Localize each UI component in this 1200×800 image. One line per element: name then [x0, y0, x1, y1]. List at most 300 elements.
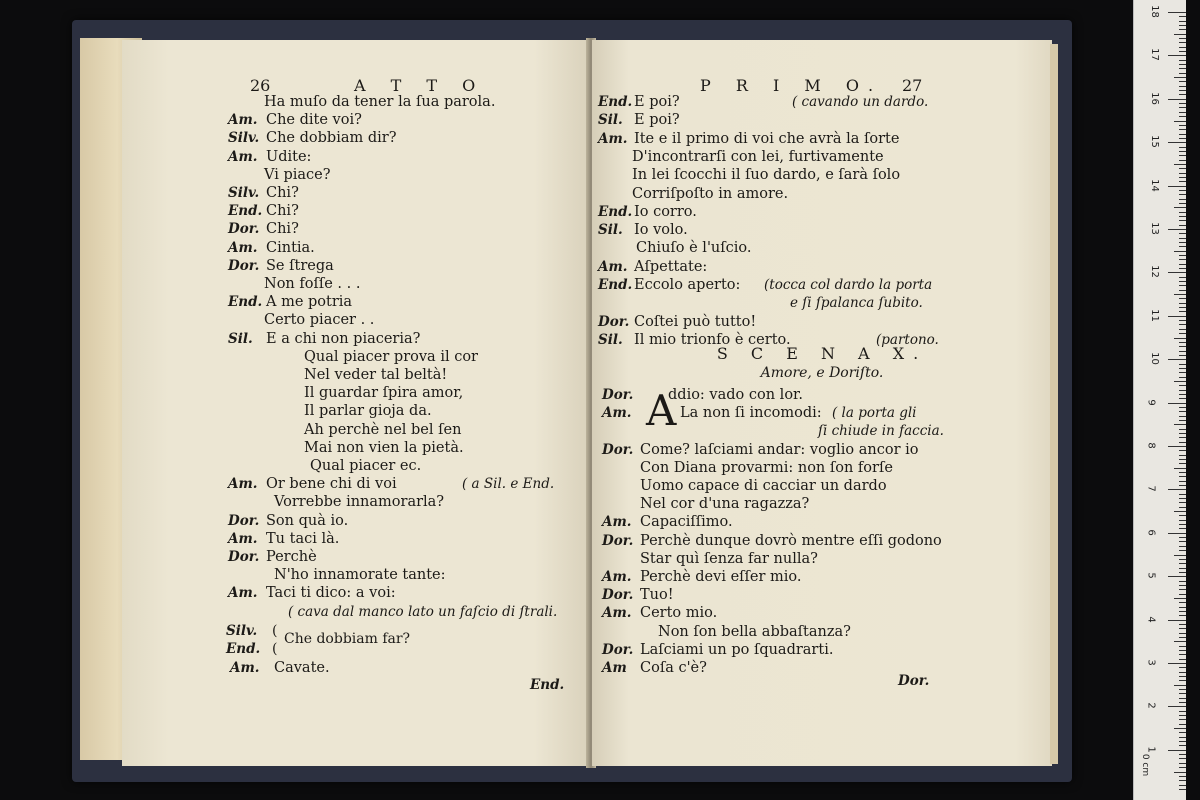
verse-text: Ah perchè nel bel ſen: [304, 421, 462, 438]
ruler-tick: [1179, 442, 1186, 443]
speaker-label: Am.: [602, 605, 632, 622]
ruler-number: 14: [1148, 178, 1160, 192]
speaker-label: Dor.: [228, 221, 260, 238]
ruler-tick: [1179, 524, 1186, 525]
ruler-tick: [1174, 598, 1186, 599]
ruler-tick: [1174, 468, 1186, 469]
ruler-tick: [1174, 164, 1186, 165]
ruler-tick: [1179, 364, 1186, 365]
speaker-label: Dor.: [228, 257, 260, 274]
verse-text: Non ſon bella abbaſtanza?: [658, 623, 851, 640]
text-line: [122, 94, 590, 112]
stage-direction: ( la porta gli: [832, 405, 917, 422]
ruler-tick: [1179, 624, 1186, 625]
ruler-tick: [1179, 290, 1186, 291]
ruler-tick: [1179, 407, 1186, 408]
verse-text: A me potria: [266, 294, 353, 311]
stage-direction: (partono.: [876, 331, 939, 348]
verse-text: Perchè devi eſſer mio.: [640, 569, 802, 585]
text-line: [122, 513, 590, 531]
ruler-tick: [1179, 81, 1186, 82]
speaker-label: Dor.: [602, 641, 634, 658]
ruler-tick: [1179, 637, 1186, 638]
ruler-tick: [1168, 489, 1186, 490]
ruler-tick: [1179, 112, 1186, 113]
verse-text: Vorrebbe innamorarla?: [274, 494, 445, 511]
ruler-tick: [1179, 476, 1186, 477]
verse-text: Con Diana provarmi: non ſon forſe: [640, 459, 893, 476]
text-line: [592, 569, 1052, 587]
text-line: [592, 167, 1052, 185]
ruler-tick: [1179, 745, 1186, 746]
ruler-tick: [1179, 311, 1186, 312]
ruler-tick: [1179, 125, 1186, 126]
ruler-tick: [1179, 268, 1186, 269]
verse-text: Perchè: [266, 549, 317, 565]
ruler-tick: [1174, 381, 1186, 382]
scene-title: S C E N A X.: [716, 344, 928, 363]
verse-text: In lei ſcocchi il ſuo dardo, e ſarà ſolo: [632, 167, 901, 184]
verse-text: Che dobbiam dir?: [266, 130, 397, 147]
text-line: [592, 149, 1052, 167]
verse-text: Udite:: [266, 148, 312, 165]
ruler-tick: [1179, 463, 1186, 464]
ruler-tick: [1168, 12, 1186, 13]
ruler-tick: [1179, 242, 1186, 243]
verse-text: Perchè dunque dovrò mentre eſſi godono: [640, 532, 942, 549]
ruler-tick: [1168, 403, 1186, 404]
ruler-tick: [1179, 494, 1186, 495]
ruler-tick: [1179, 411, 1186, 412]
speaker-label: Dor.: [598, 313, 630, 330]
verse-text: ddio: vado con lor.: [668, 387, 803, 403]
speaker-label: End.: [598, 203, 633, 220]
ruler-tick: [1179, 754, 1186, 755]
ruler-tick: [1174, 772, 1186, 773]
ruler-tick: [1179, 429, 1186, 430]
speaker-label: Dor.: [602, 587, 634, 604]
verse-text: Vi piace?: [264, 166, 331, 183]
speaker-label: Sil.: [598, 112, 623, 129]
ruler-tick: [1179, 702, 1186, 703]
ruler-tick: [1179, 654, 1186, 655]
ruler-tick: [1168, 620, 1186, 621]
ruler-tick: [1179, 737, 1186, 738]
ruler-number: 16: [1148, 91, 1160, 105]
ruler-tick: [1179, 160, 1186, 161]
stage-direction: ( a Sil. e End.: [462, 476, 555, 493]
ruler-tick: [1168, 316, 1186, 317]
ruler-tick: [1179, 559, 1186, 560]
ruler-number: 11: [1148, 308, 1160, 322]
ruler-tick: [1179, 116, 1186, 117]
ruler-number: 17: [1148, 48, 1160, 62]
ruler-tick: [1179, 420, 1186, 421]
ruler-tick: [1179, 628, 1186, 629]
ruler-tick: [1168, 576, 1186, 577]
text-line: [592, 587, 1052, 605]
ruler-tick: [1179, 173, 1186, 174]
text-line: [592, 624, 1052, 642]
ruler-tick: [1174, 555, 1186, 556]
speaker-label: Dor.: [602, 387, 634, 403]
page-edges-right: [1050, 44, 1058, 764]
ruler-tick: [1179, 155, 1186, 156]
text-line: [122, 531, 590, 549]
verse-text: Chiuſo è l'uſcio.: [636, 240, 752, 257]
ruler-number: 4: [1145, 615, 1157, 623]
joint-speaker-1: Silv.: [226, 623, 258, 639]
ruler-tick: [1179, 238, 1186, 239]
text-line: [122, 476, 590, 494]
text-line: [592, 186, 1052, 204]
ruler-tick: [1179, 377, 1186, 378]
ruler-tick: [1179, 459, 1186, 460]
ruler-tick: [1179, 285, 1186, 286]
stage-direction: ( cavando un dardo.: [792, 94, 929, 110]
ruler-tick: [1179, 689, 1186, 690]
joint-text: Che dobbiam far?: [284, 631, 411, 647]
ruler-tick: [1179, 47, 1186, 48]
text-line: [592, 240, 1052, 258]
text-line: [122, 258, 590, 276]
verse-text: Certo piacer . .: [264, 312, 375, 329]
ruler-tick: [1179, 741, 1186, 742]
stage-direction: ( cava dal manco lato un faſcio di ſtrali.: [288, 603, 558, 620]
ruler-tick: [1179, 502, 1186, 503]
ruler-tick: [1179, 277, 1186, 278]
ruler-tick: [1179, 60, 1186, 61]
verse-text: Qual piacer prova il cor: [304, 348, 478, 365]
verse-text: Come? laſciami andar: voglio ancor io: [640, 441, 919, 458]
ruler-tick: [1179, 372, 1186, 373]
text-line: [592, 259, 1052, 277]
speaker-label: End.: [228, 203, 263, 220]
verse-text: E poi?: [634, 94, 680, 110]
ruler-tick: [1179, 355, 1186, 356]
text-line: [592, 94, 1052, 112]
text-line: [122, 440, 590, 458]
right-page: [592, 40, 1052, 766]
left-last-line: Am. Cavate.: [230, 660, 330, 676]
text-line: [122, 458, 590, 476]
ruler-tick: [1174, 121, 1186, 122]
speaker-label: Silv.: [228, 130, 260, 147]
verse-text: La non ſi incomodi:: [680, 405, 822, 422]
speaker-label: Am.: [602, 514, 632, 531]
verse-text: Certo mio.: [640, 605, 718, 622]
text-line: [122, 276, 590, 294]
text-line: [592, 460, 1052, 478]
ruler-tick: [1168, 142, 1186, 143]
text-line: [592, 295, 1052, 313]
left-page: [122, 40, 590, 766]
ruler-tick: [1179, 324, 1186, 325]
ruler-tick: [1179, 715, 1186, 716]
ruler-tick: [1179, 711, 1186, 712]
ruler-tick: [1179, 138, 1186, 139]
ruler-tick: [1179, 64, 1186, 65]
speaker-label: End.: [228, 294, 263, 311]
speaker-label: Dor.: [228, 512, 260, 529]
ruler-tick: [1179, 29, 1186, 30]
ruler-tick: [1179, 450, 1186, 451]
speaker-label: Am.: [228, 112, 258, 129]
verse-text: Io volo.: [634, 222, 688, 239]
speaker-label: Dor.: [602, 441, 634, 458]
text-line: [122, 221, 590, 239]
verse-text: E a chi non piaceria?: [266, 330, 421, 347]
ruler-tick: [1179, 333, 1186, 334]
text-line: [592, 112, 1052, 130]
ruler-tick: [1179, 225, 1186, 226]
ruler-tick: [1179, 520, 1186, 521]
ruler-tick: [1179, 394, 1186, 395]
text-line: [122, 294, 590, 312]
verse-text: Tu taci là.: [266, 530, 340, 547]
ruler-tick: [1168, 229, 1186, 230]
ruler-tick: [1168, 272, 1186, 273]
ruler-tick: [1179, 147, 1186, 148]
ruler-tick: [1179, 515, 1186, 516]
ruler-tick: [1179, 594, 1186, 595]
ruler-tick: [1179, 73, 1186, 74]
ruler-tick: [1179, 42, 1186, 43]
verse-text: Aſpettate:: [634, 258, 708, 275]
ruler-tick: [1179, 94, 1186, 95]
ruler-tick: [1179, 585, 1186, 586]
ruler-tick: [1179, 342, 1186, 343]
ruler-tick: [1168, 359, 1186, 360]
ruler-tick: [1179, 455, 1186, 456]
verse-text: Uomo capace di cacciar un dardo: [640, 478, 887, 494]
speaker-label: Am.: [228, 476, 258, 493]
ruler-tick: [1179, 780, 1186, 781]
ruler-tick: [1174, 207, 1186, 208]
ruler-tick: [1179, 329, 1186, 330]
ruler-number: 2: [1145, 702, 1157, 710]
text-line: [122, 349, 590, 367]
speaker-label: Sil.: [598, 331, 623, 348]
ruler-tick: [1179, 433, 1186, 434]
ruler-tick: [1179, 199, 1186, 200]
ruler-tick: [1179, 220, 1186, 221]
ruler-tick: [1179, 615, 1186, 616]
ruler-tick: [1179, 298, 1186, 299]
text-line: [592, 496, 1052, 514]
text-line: [592, 551, 1052, 569]
ruler-tick: [1179, 151, 1186, 152]
ruler-tick: [1174, 34, 1186, 35]
verse-text: Tuo!: [640, 587, 674, 604]
ruler-tick: [1179, 51, 1186, 52]
verse-text: Chi?: [266, 221, 299, 238]
ruler-tick: [1179, 563, 1186, 564]
ruler-number: 9: [1145, 398, 1157, 406]
text-line: [592, 478, 1052, 496]
ruler-tick: [1179, 233, 1186, 234]
ruler-tick: [1179, 259, 1186, 260]
speaker-label: Sil.: [598, 222, 623, 239]
ruler-number: 8: [1145, 442, 1157, 449]
ruler-tick: [1179, 719, 1186, 720]
verse-text: N'ho innamorate tante:: [274, 567, 446, 584]
ruler-tick: [1179, 107, 1186, 108]
verse-text: Eccolo aperto:: [634, 277, 741, 293]
ruler-tick: [1179, 550, 1186, 551]
ruler-tick: [1168, 663, 1186, 664]
speaker-label: Am.: [228, 530, 258, 547]
verse-text: Chi?: [266, 185, 299, 201]
speaker-label: Sil.: [228, 330, 253, 347]
ruler-tick: [1179, 572, 1186, 573]
text-line: [592, 533, 1052, 551]
ruler-tick: [1179, 611, 1186, 612]
drop-cap: A: [646, 386, 677, 435]
ruler-tick: [1179, 646, 1186, 647]
text-line: [592, 314, 1052, 332]
ruler-number: 6: [1145, 529, 1157, 536]
ruler-tick: [1179, 38, 1186, 39]
speaker-label: Dor.: [602, 532, 634, 549]
joint-bracket-1: (: [272, 623, 278, 639]
verse-text: Taci ti dico: a voi:: [266, 585, 396, 602]
ruler-tick: [1179, 546, 1186, 547]
verse-text: E poi?: [634, 112, 680, 129]
text-line: [592, 405, 1052, 423]
ruler-tick: [1179, 320, 1186, 321]
ruler-tick: [1179, 246, 1186, 247]
ruler-tick: [1179, 633, 1186, 634]
text-line: [592, 131, 1052, 149]
ruler-tick: [1179, 103, 1186, 104]
verse-text: Nel veder tal beltà!: [304, 367, 448, 383]
verse-text: Il parlar gioja da.: [304, 403, 432, 420]
ruler-tick: [1168, 706, 1186, 707]
ruler-tick: [1179, 190, 1186, 191]
ruler-tick: [1179, 498, 1186, 499]
ruler-tick: [1174, 294, 1186, 295]
ruler-tick: [1179, 194, 1186, 195]
text-line: [592, 514, 1052, 532]
ruler-tick: [1179, 281, 1186, 282]
ruler-tick: [1179, 168, 1186, 169]
ruler-tick: [1174, 77, 1186, 78]
ruler-number: 13: [1148, 222, 1160, 235]
ruler-tick: [1168, 750, 1186, 751]
ruler-tick: [1179, 650, 1186, 651]
ruler-tick: [1174, 728, 1186, 729]
ruler-number: 5: [1145, 572, 1157, 579]
speaker-label: Am.: [228, 148, 258, 165]
ruler-tick: [1179, 537, 1186, 538]
verse-text: Ite e il primo di voi che avrà la ſorte: [634, 130, 900, 147]
left-catchword: End.: [530, 677, 565, 693]
left-page-number: 26: [250, 76, 271, 95]
ruler-tick: [1179, 203, 1186, 204]
speaker-label: Am: [602, 660, 627, 676]
ruler-tick: [1179, 676, 1186, 677]
ruler-tick: [1179, 568, 1186, 569]
text-line: [592, 442, 1052, 460]
ruler-tick: [1179, 724, 1186, 725]
verse-text: D'incontrarſi con lei, furtivamente: [632, 148, 884, 165]
ruler-tick: [1179, 698, 1186, 699]
ruler-tick: [1179, 307, 1186, 308]
text-line: [122, 149, 590, 167]
ruler-tick: [1179, 255, 1186, 256]
ruler-tick: [1179, 398, 1186, 399]
ruler-tick: [1179, 390, 1186, 391]
ruler-tick: [1179, 659, 1186, 660]
text-line: [122, 549, 590, 567]
ruler-number: 1: [1145, 746, 1157, 753]
verse-text: Or bene chi di voi: [266, 476, 397, 493]
text-line: [122, 331, 590, 349]
ruler-tick: [1179, 732, 1186, 733]
speaker-label: Am.: [602, 405, 632, 422]
text-line: [592, 605, 1052, 623]
text-line: [122, 604, 590, 622]
ruler-tick: [1179, 602, 1186, 603]
ruler-tick: [1179, 672, 1186, 673]
verse-text: Il guardar ſpira amor,: [304, 385, 464, 402]
ruler-tick: [1179, 346, 1186, 347]
ruler-tick: [1174, 424, 1186, 425]
text-line: [592, 277, 1052, 295]
verse-text: Qual piacer ec.: [310, 458, 422, 474]
ruler-tick: [1179, 667, 1186, 668]
text-line: [122, 585, 590, 603]
ruler-tick: [1179, 485, 1186, 486]
ruler-tick: [1179, 437, 1186, 438]
verse-text: Nel cor d'una ragazza?: [640, 496, 810, 513]
ruler-tick: [1179, 763, 1186, 764]
verse-text: Corriſpoſto in amore.: [632, 185, 789, 202]
speaker-label: Silv.: [228, 185, 260, 201]
verse-text: Laſciami un po ſquadrarti.: [640, 641, 834, 658]
scene-persons: Amore, e Doriſto.: [760, 365, 884, 381]
ruler-unit-label: 0 cm: [1140, 753, 1151, 777]
right-catchword: Dor.: [898, 673, 930, 689]
ruler-number: 7: [1145, 485, 1157, 493]
ruler-tick: [1168, 186, 1186, 187]
ruler-tick: [1179, 216, 1186, 217]
text-line: [122, 240, 590, 258]
text-line: [122, 130, 590, 148]
text-line: [592, 204, 1052, 222]
verse-text: Chi?: [266, 203, 299, 220]
text-line: [592, 642, 1052, 660]
stage-direction: e ſi ſpalanca ſubito.: [790, 295, 923, 312]
ruler-tick: [1179, 264, 1186, 265]
left-running-head: A T T O: [354, 76, 486, 95]
ruler-tick: [1179, 385, 1186, 386]
text-line: [122, 312, 590, 330]
ruler-tick: [1168, 99, 1186, 100]
ruler-tick: [1174, 685, 1186, 686]
ruler-tick: [1179, 68, 1186, 69]
ruler-tick: [1179, 693, 1186, 694]
right-running-head: P R I M O.: [700, 76, 884, 95]
speaker-label: Am.: [602, 569, 632, 585]
ruler-tick: [1179, 758, 1186, 759]
ruler-tick: [1179, 351, 1186, 352]
text-line: [122, 567, 590, 585]
text-line: [592, 660, 1052, 678]
ruler-number: 18: [1148, 5, 1160, 18]
ruler-tick: [1174, 251, 1186, 252]
